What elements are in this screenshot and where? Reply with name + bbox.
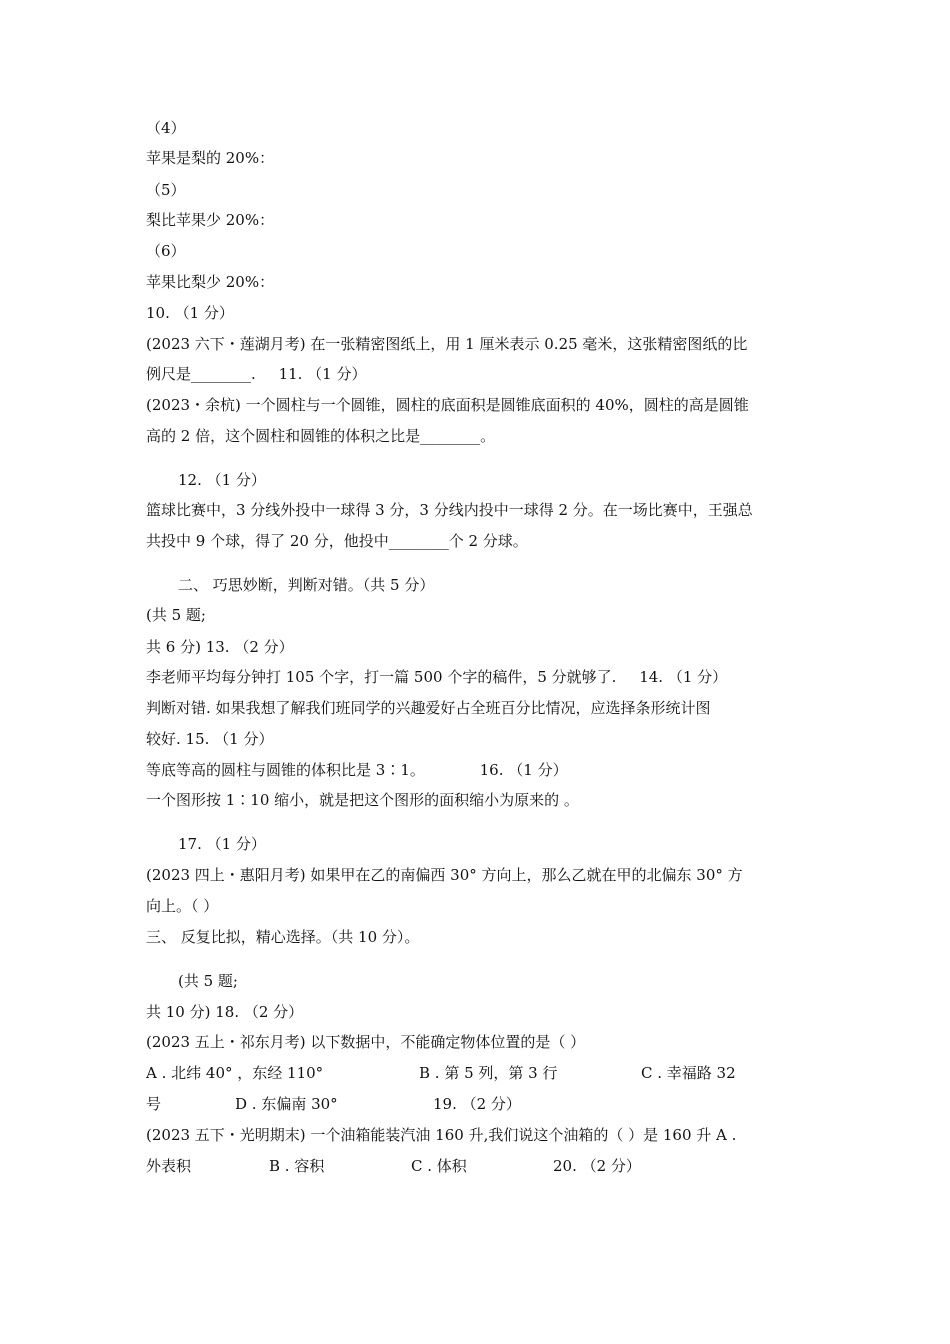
text-line: 梨比苹果少 20%： xyxy=(146,211,275,229)
choice-option: 号 xyxy=(146,1095,162,1113)
choice-option: C . 幸福路 32 xyxy=(641,1064,736,1082)
question-number: 14. （1 分） xyxy=(639,668,728,686)
text-line: 苹果比梨少 20%： xyxy=(146,273,275,291)
question-text: 篮球比赛中，3 分线外投中一球得 3 分，3 分线内投中一球得 2 分。在一场比赛中，王强总 xyxy=(146,501,753,519)
statement-text: 李老师平均每分钟打 105 个字，打一篇 500 个字的稿件，5 分就够了. xyxy=(146,668,617,686)
choice-option: A . 北纬 40° ，东经 110° xyxy=(146,1064,324,1082)
question-text xyxy=(146,364,367,384)
question-text xyxy=(146,760,568,780)
answer-blank-line: 例尺是________. xyxy=(146,365,256,383)
choice-option: 外表积 xyxy=(146,1157,192,1175)
question-number: 20. （2 分） xyxy=(553,1157,641,1175)
question-text: 高的 2 倍，这个圆柱和圆锥的体积之比是________。 xyxy=(146,427,496,445)
question-number: 11. （1 分） xyxy=(278,365,367,383)
question-number: 10. （1 分） xyxy=(146,304,234,322)
question-number: 12. （1 分） xyxy=(178,471,266,489)
text-line: 苹果是梨的 20%： xyxy=(146,149,275,167)
question-text: (2023 六下・莲湖月考) 在一张精密图纸上，用 1 厘米表示 0.25 毫米，这张精密图纸的比 xyxy=(146,335,748,353)
section-info: 共 6 分) 13. （2 分） xyxy=(146,638,294,656)
section-info: (共 5 题; xyxy=(146,606,206,624)
question-text: 一个图形按 1∶10 缩小，就是把这个图形的面积缩小为原来的 。 xyxy=(146,791,579,809)
question-text: 共投中 9 个球，得了 20 分，他投中________个 2 分球。 xyxy=(146,532,528,550)
sub-item-number: （5） xyxy=(146,181,186,199)
statement-text: 等底等高的圆柱与圆锥的体积比是 3∶1。 xyxy=(146,761,425,779)
question-text: (2023 五上・祁东月考) 以下数据中，不能确定物体位置的是（ ） xyxy=(146,1033,586,1051)
question-text: 判断对错. 如果我想了解我们班同学的兴趣爱好占全班百分比情况，应选择条形统计图 xyxy=(146,699,711,717)
question-number: 19. （2 分） xyxy=(433,1095,521,1113)
section-heading: 二、 巧思妙断，判断对错。（共 5 分） xyxy=(178,576,435,594)
choice-option: D . 东偏南 30° xyxy=(235,1095,338,1113)
question-text: (2023・余杭) 一个圆柱与一个圆锥，圆柱的底面积是圆锥底面积的 40%，圆柱的高是圆锥 xyxy=(146,396,749,414)
question-text: 向上。（ ） xyxy=(146,897,219,915)
question-number: 16. （1 分） xyxy=(479,761,568,779)
section-info: 共 10 分) 18. （2 分） xyxy=(146,1003,304,1021)
section-heading: 三、 反复比拟，精心选择。（共 10 分）。 xyxy=(146,928,420,946)
question-text: 较好. 15. （1 分） xyxy=(146,730,274,748)
question-text: (2023 四上・惠阳月考) 如果甲在乙的南偏西 30° 方向上，那么乙就在甲的北偏东 30° 方 xyxy=(146,866,743,884)
choice-option: B . 容积 xyxy=(269,1157,325,1175)
choice-option: C . 体积 xyxy=(411,1157,467,1175)
question-number: 17. （1 分） xyxy=(178,835,266,853)
choice-option: B . 第 5 列，第 3 行 xyxy=(419,1064,558,1082)
section-info: (共 5 题; xyxy=(178,972,238,990)
sub-item-number: （6） xyxy=(146,242,186,260)
question-text xyxy=(146,667,727,687)
question-text: (2023 五下・光明期末) 一个油箱能装汽油 160 升,我们说这个油箱的（ ）是 160 升 A . xyxy=(146,1126,737,1144)
sub-item-number: （4） xyxy=(146,119,186,137)
